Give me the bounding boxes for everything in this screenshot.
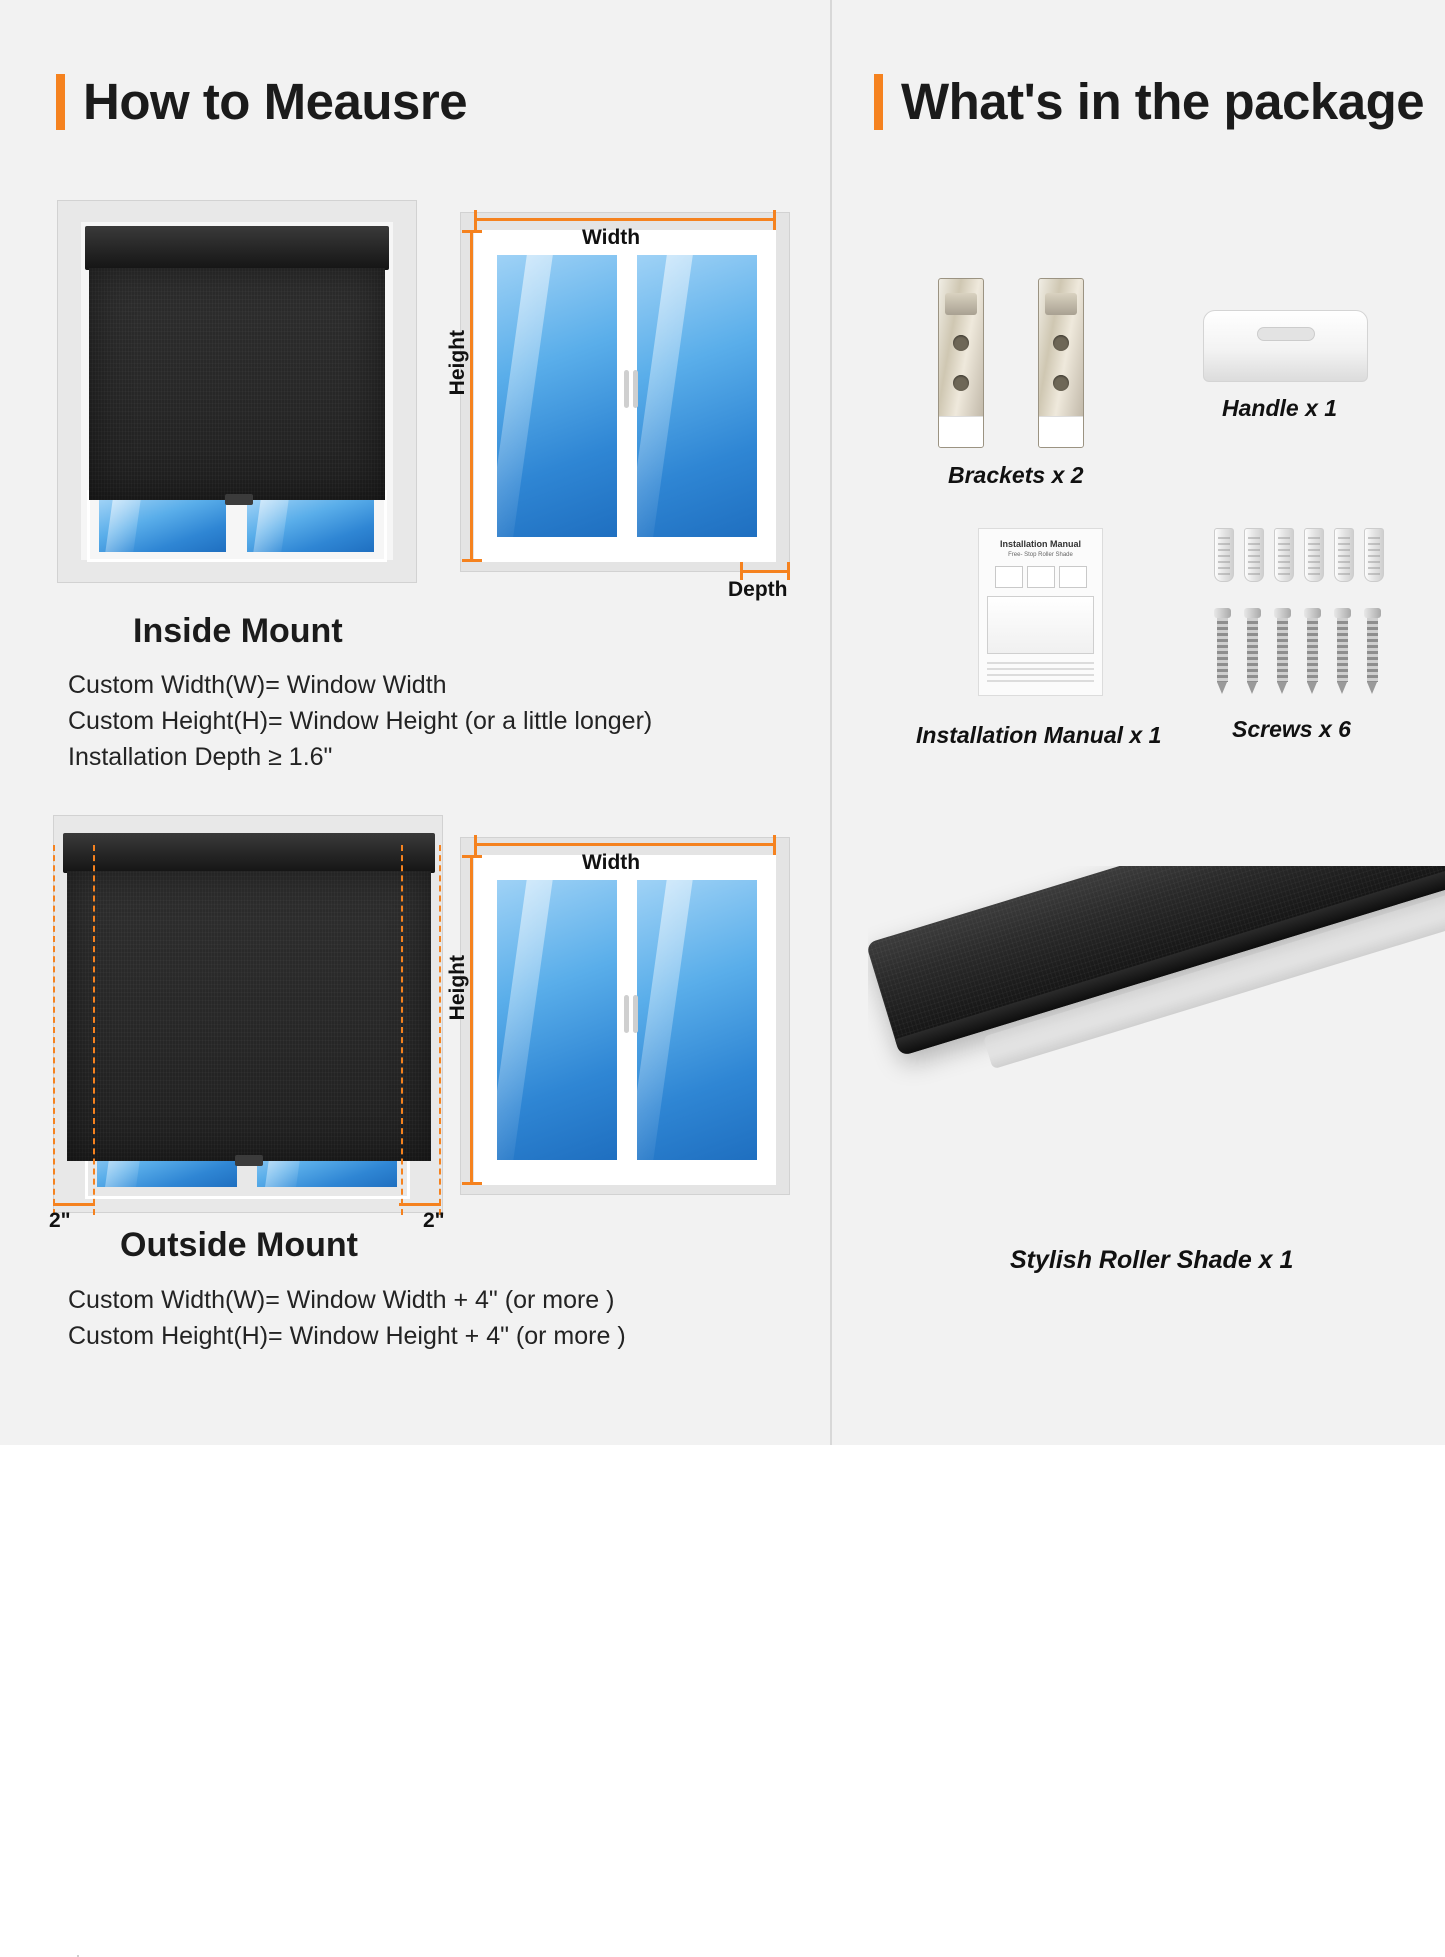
- window-handle-left: [624, 995, 629, 1033]
- bracket-cap: [1039, 416, 1083, 447]
- height-label: Height: [446, 330, 469, 396]
- manual-icon: [978, 528, 1103, 696]
- manual-cover-title: Installation Manual: [999, 539, 1081, 549]
- overhang-line-right: [399, 1203, 441, 1206]
- installation-manual-label: Installation Manual x 1: [916, 722, 1162, 748]
- outside-bullet-2: Custom Height(H)= Window Height + 4" (or more ): [68, 1322, 626, 1350]
- overhang-line-left: [53, 1203, 95, 1206]
- width-tick-left: [474, 210, 477, 230]
- height-label: Height: [446, 955, 469, 1021]
- height-tick-bottom: [462, 559, 482, 562]
- overhang-label-right: 2": [423, 1209, 445, 1232]
- shade-pull-handle: [225, 494, 253, 505]
- width-dimension-line: [474, 843, 776, 846]
- window-glass-right: [637, 880, 757, 1160]
- window-glass-left: [497, 880, 617, 1160]
- roller-shade-icon: [868, 866, 1445, 1196]
- manual-thumb: [1027, 566, 1055, 588]
- width-tick-right: [773, 835, 776, 855]
- screw-icon: [1214, 608, 1231, 694]
- shade-pull-handle: [235, 1155, 263, 1166]
- bracket-hole-top: [1053, 335, 1069, 351]
- manual-cover-subtitle: Free- Stop Roller Shade: [1008, 551, 1073, 558]
- manual-text-lines: [987, 662, 1094, 682]
- accent-bar: [874, 74, 883, 130]
- overhang-label-left: 2": [49, 1209, 71, 1232]
- inside-mount-caption: Inside Mount: [133, 612, 343, 650]
- right-heading: [874, 72, 1424, 131]
- brackets-label: Brackets x 2: [948, 462, 1084, 488]
- manual-diagram: [987, 596, 1094, 654]
- window-handle-right: [633, 370, 638, 408]
- roller-shade-tube: [868, 866, 1445, 1056]
- overhang-dash-left: [53, 845, 55, 1215]
- outside-mount-caption: Outside Mount: [120, 1226, 358, 1264]
- bracket-slot: [1045, 293, 1077, 315]
- depth-dimension-line: [742, 570, 790, 573]
- manual-thumb: [1059, 566, 1087, 588]
- screw-icon: [1244, 608, 1261, 694]
- roller-shade-label: Stylish Roller Shade x 1: [1010, 1246, 1294, 1274]
- left-heading-text: How to Meausre: [83, 73, 468, 130]
- inside-bullet-1: Custom Width(W)= Window Width: [68, 671, 447, 699]
- inside-mount-measure-diagram: [446, 200, 797, 601]
- width-label: Width: [582, 851, 641, 874]
- width-tick-left: [474, 835, 477, 855]
- window-glass-left: [497, 255, 617, 537]
- right-heading-text: What's in the package: [901, 73, 1425, 130]
- window-handle-left: [624, 370, 629, 408]
- bracket-hole-top: [953, 335, 969, 351]
- left-heading: [56, 72, 467, 131]
- overhang-dash-right: [439, 845, 441, 1215]
- width-tick-right: [773, 210, 776, 230]
- wall-anchor-icon: [1364, 528, 1384, 582]
- bracket-cap: [939, 416, 983, 447]
- shade-fabric: [89, 268, 385, 500]
- bracket-hole-bottom: [953, 375, 969, 391]
- inside-bullet-2: Custom Height(H)= Window Height (or a little longer): [68, 707, 653, 735]
- wall-anchor-icon: [1214, 528, 1234, 582]
- headrail: [85, 226, 389, 270]
- inside-mount-shade-illustration: [57, 200, 417, 583]
- screw-icon: [1274, 608, 1291, 694]
- wall-anchor-icon: [1274, 528, 1294, 582]
- handle-icon: [1203, 310, 1368, 382]
- wall-anchor-icon: [1304, 528, 1324, 582]
- window-glass-right: [637, 255, 757, 537]
- screws-label: Screws x 6: [1232, 716, 1351, 742]
- height-dimension-line: [470, 230, 473, 562]
- width-dimension-line: [474, 218, 776, 221]
- width-label: Width: [582, 226, 641, 249]
- bracket-slot: [945, 293, 977, 315]
- handle-grip: [1257, 327, 1315, 341]
- handle-label: Handle x 1: [1222, 395, 1338, 421]
- depth-label: Depth: [728, 578, 788, 601]
- wall-anchor-icon: [1334, 528, 1354, 582]
- how-to-measure-section: [0, 0, 830, 1445]
- height-tick-top: [462, 230, 482, 233]
- manual-thumb: [995, 566, 1023, 588]
- height-dimension-line: [470, 855, 473, 1185]
- outside-mount-shade-illustration: [35, 815, 445, 1232]
- screw-icon: [1364, 608, 1381, 694]
- manual-thumbnails: [987, 566, 1094, 588]
- height-tick-top: [462, 855, 482, 858]
- outside-bullet-1: Custom Width(W)= Window Width + 4" (or more ): [68, 1286, 615, 1314]
- window-edge-dash-right: [401, 845, 403, 1215]
- headrail: [63, 833, 435, 873]
- bracket-icon: [938, 278, 984, 448]
- screw-icon: [1304, 608, 1321, 694]
- outside-mount-measure-diagram: [446, 815, 797, 1215]
- bracket-icon: [1038, 278, 1084, 448]
- accent-bar: [56, 74, 65, 130]
- screw-icon: [1334, 608, 1351, 694]
- height-tick-bottom: [462, 1182, 482, 1185]
- bracket-hole-bottom: [1053, 375, 1069, 391]
- window-edge-dash-left: [93, 845, 95, 1215]
- window-handle-right: [633, 995, 638, 1033]
- wall-anchor-icon: [1244, 528, 1264, 582]
- shade-fabric: [67, 871, 431, 1161]
- inside-bullet-3: Installation Depth ≥ 1.6": [68, 743, 333, 771]
